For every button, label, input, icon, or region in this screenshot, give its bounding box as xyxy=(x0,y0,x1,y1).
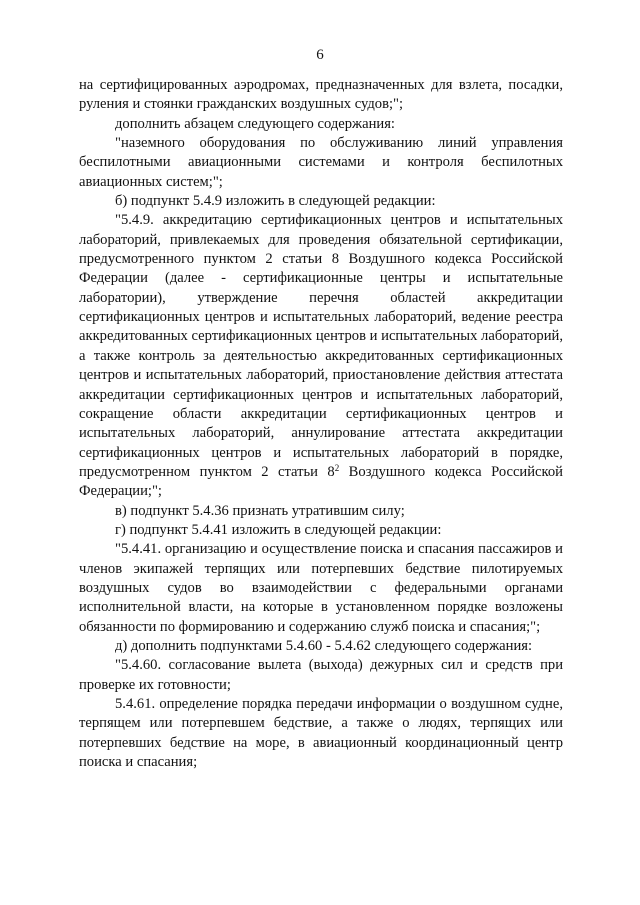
superscript: 2 xyxy=(334,462,340,473)
paragraph-text: "5.4.9. аккредитацию сертификационных центров и испытательных лабораторий, привлекаемых для проведения обязательной сертификации, предусмотренного пунктом 2 статьи 8 Воздушного кодекса Российской Федерации (далее - сертификационные центры и испытательные лаборатории), утверждение перечня областей аккредитации сертификационных центров и испытательных лабораторий, ведение реестра аккредитованных сертификационных центров и испытательных лабораторий, а также контроль за деятельностью аккредитованных сертификационных центров и испытательных лабораторий, приостановление действия аттестата аккредитации сертификационных центров и испытательных лабораторий, сокращение области аккредитации сертификационных центров и испытательных лабораторий, аннулирование аттестата аккредитации сертификационных центров и испытательных лабораторий в порядке, предусмотренном пунктом 2 статьи 8 xyxy=(79,212,563,480)
paragraph-text: д) дополнить подпунктами 5.4.60 - 5.4.62 следующего содержания: xyxy=(115,637,533,654)
paragraph-text: 5.4.61. определение порядка передачи информации о воздушном судне, терпящем или потерпевшем бедствие, а также о людях, терпящих или потерпевших бедствие на море, в авиационный координационный центр поиска и спасания; xyxy=(79,696,563,771)
paragraph-item-g xyxy=(79,521,563,540)
paragraph-item-b xyxy=(79,192,563,211)
document-body xyxy=(79,76,563,772)
paragraph-add-subparagraph xyxy=(79,115,563,134)
paragraph-5-4-9 xyxy=(79,211,563,501)
paragraph-5-4-41 xyxy=(79,540,563,637)
paragraph-text: дополнить абзацем следующего содержания: xyxy=(115,115,395,132)
paragraph-quoted-equipment xyxy=(79,134,563,192)
paragraph-text: б) подпункт 5.4.9 изложить в следующей редакции: xyxy=(115,193,436,210)
paragraph-text: "наземного оборудования по обслуживанию линий управления беспилотными авиационными системами и контроля беспилотных авиационных систем;"; xyxy=(79,135,563,190)
paragraph-text: в) подпункт 5.4.36 признать утратившим силу; xyxy=(115,502,405,519)
paragraph-continuation xyxy=(79,76,563,115)
paragraph-item-d xyxy=(79,637,563,656)
paragraph-text: на сертифицированных аэродромах, предназначенных для взлета, посадки, руления и стоянки гражданских воздушных судов;"; xyxy=(79,77,563,113)
paragraph-text: "5.4.41. организацию и осуществление поиска и спасания пассажиров и членов экипажей терпящих или потерпевших бедствие пилотируемых воздушных судов во взаимодействии с федеральными органами исполнительной власти, на которые в установленном порядке возложены обязанности по формированию и содержанию служб поиска и спасания;"; xyxy=(79,541,563,635)
paragraph-5-4-60 xyxy=(79,656,563,695)
paragraph-text: "5.4.60. согласование вылета (выхода) дежурных сил и средств при проверке их готовности; xyxy=(79,657,563,693)
page-number: 6 xyxy=(316,47,324,63)
paragraph-5-4-61 xyxy=(79,695,563,772)
paragraph-text-tail: Воздушного кодекса Российской Федерации;"; xyxy=(79,463,563,500)
paragraph-text: г) подпункт 5.4.41 изложить в следующей редакции: xyxy=(115,521,442,538)
paragraph-item-v xyxy=(79,502,563,521)
